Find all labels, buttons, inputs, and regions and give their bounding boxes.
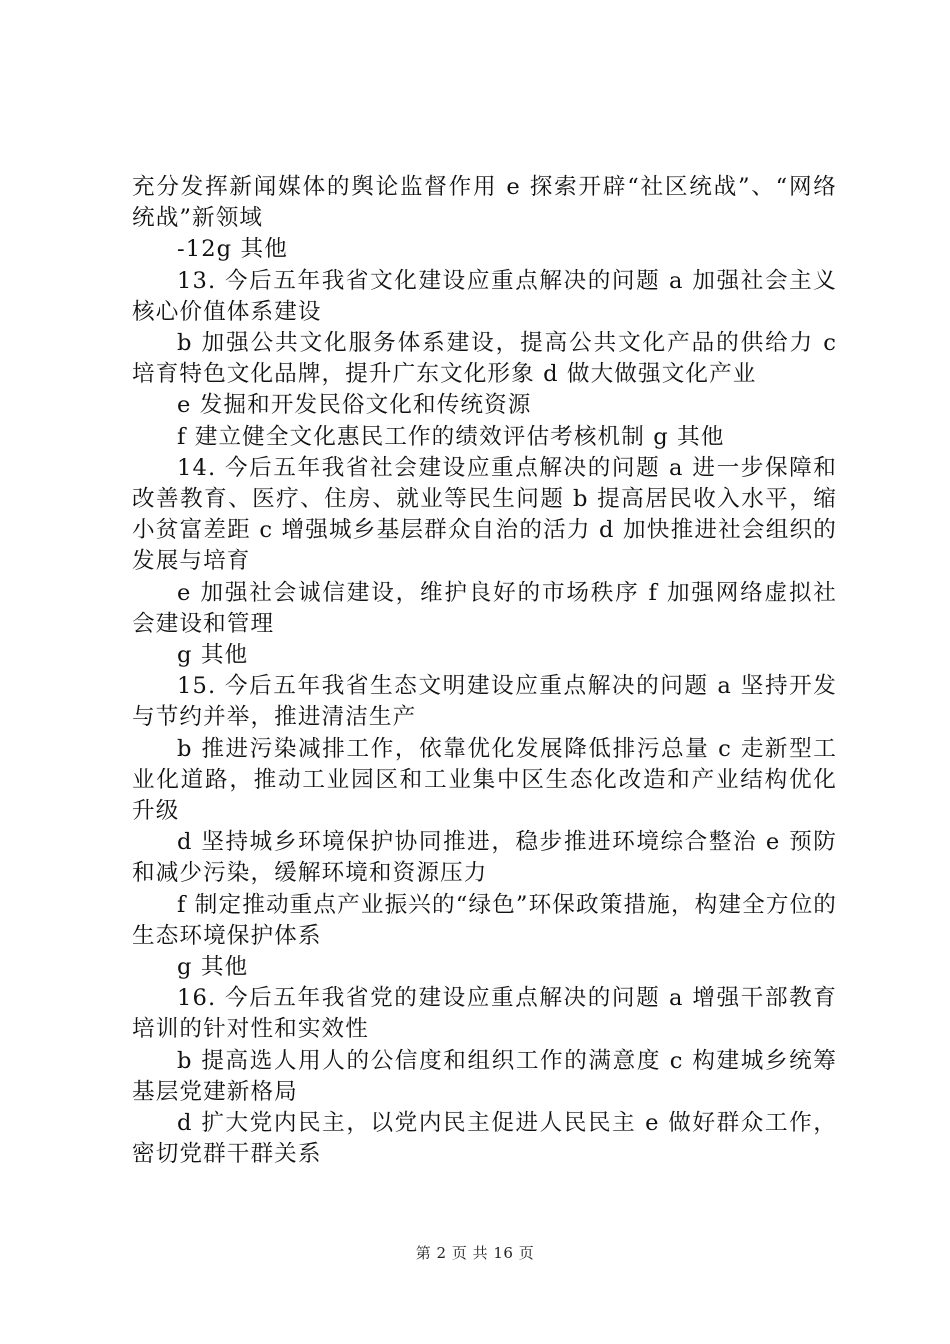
- paragraph: e 加强社会诚信建设，维护良好的市场秩序 f 加强网络虚拟社会建设和管理: [132, 579, 837, 637]
- paragraph: b 提高选人用人的公信度和组织工作的满意度 c 构建城乡统筹基层党建新格局: [132, 1047, 837, 1105]
- paragraph: b 推进污染减排工作，依靠优化发展降低排污总量 c 走新型工业化道路，推动工业园区和工业集中区生态化改造和产业结构优化升级: [132, 735, 837, 825]
- paragraph: 14. 今后五年我省社会建设应重点解决的问题 a 进一步保障和改善教育、医疗、住房、就业等民生问题 b 提高居民收入水平，缩小贫富差距 c 增强城乡基层群众自治的活力 d 加快推进社会组织的发展与培育: [132, 454, 837, 575]
- paragraph: f 建立健全文化惠民工作的绩效评估考核机制 g 其他: [177, 423, 725, 450]
- paragraph: g 其他: [177, 642, 249, 669]
- paragraph: e 发掘和开发民俗文化和传统资源: [177, 392, 532, 419]
- paragraph: d 扩大党内民主，以党内民主促进人民民主 e 做好群众工作，密切党群干群关系: [132, 1110, 837, 1168]
- paragraph: 13. 今后五年我省文化建设应重点解决的问题 a 加强社会主义核心价值体系建设: [132, 267, 837, 325]
- paragraph: 充分发挥新闻媒体的舆论监督作用 e 探索开辟“社区统战”、“网络统战”新领域: [132, 174, 837, 232]
- paragraph: b 加强公共文化服务体系建设，提高公共文化产品的供给力 c 培育特色文化品牌，提升广东文化形象 d 做大做强文化产业: [132, 330, 837, 388]
- paragraph: d 坚持城乡环境保护协同推进，稳步推进环境综合整治 e 预防和减少污染，缓解环境和资源压力: [132, 829, 837, 887]
- paragraph: g 其他: [177, 954, 249, 981]
- page-number-footer: 第 2 页 共 16 页: [415, 1244, 535, 1262]
- paragraph: 15. 今后五年我省生态文明建设应重点解决的问题 a 坚持开发与节约并举，推进清洁生产: [132, 673, 837, 731]
- paragraph: -12g 其他: [177, 236, 288, 263]
- paragraph: 16. 今后五年我省党的建设应重点解决的问题 a 增强干部教育培训的针对性和实效性: [132, 985, 837, 1043]
- document-body: [132, 172, 837, 1171]
- paragraph: f 制定推动重点产业振兴的“绿色”环保政策措施，构建全方位的生态环境保护体系: [132, 891, 837, 949]
